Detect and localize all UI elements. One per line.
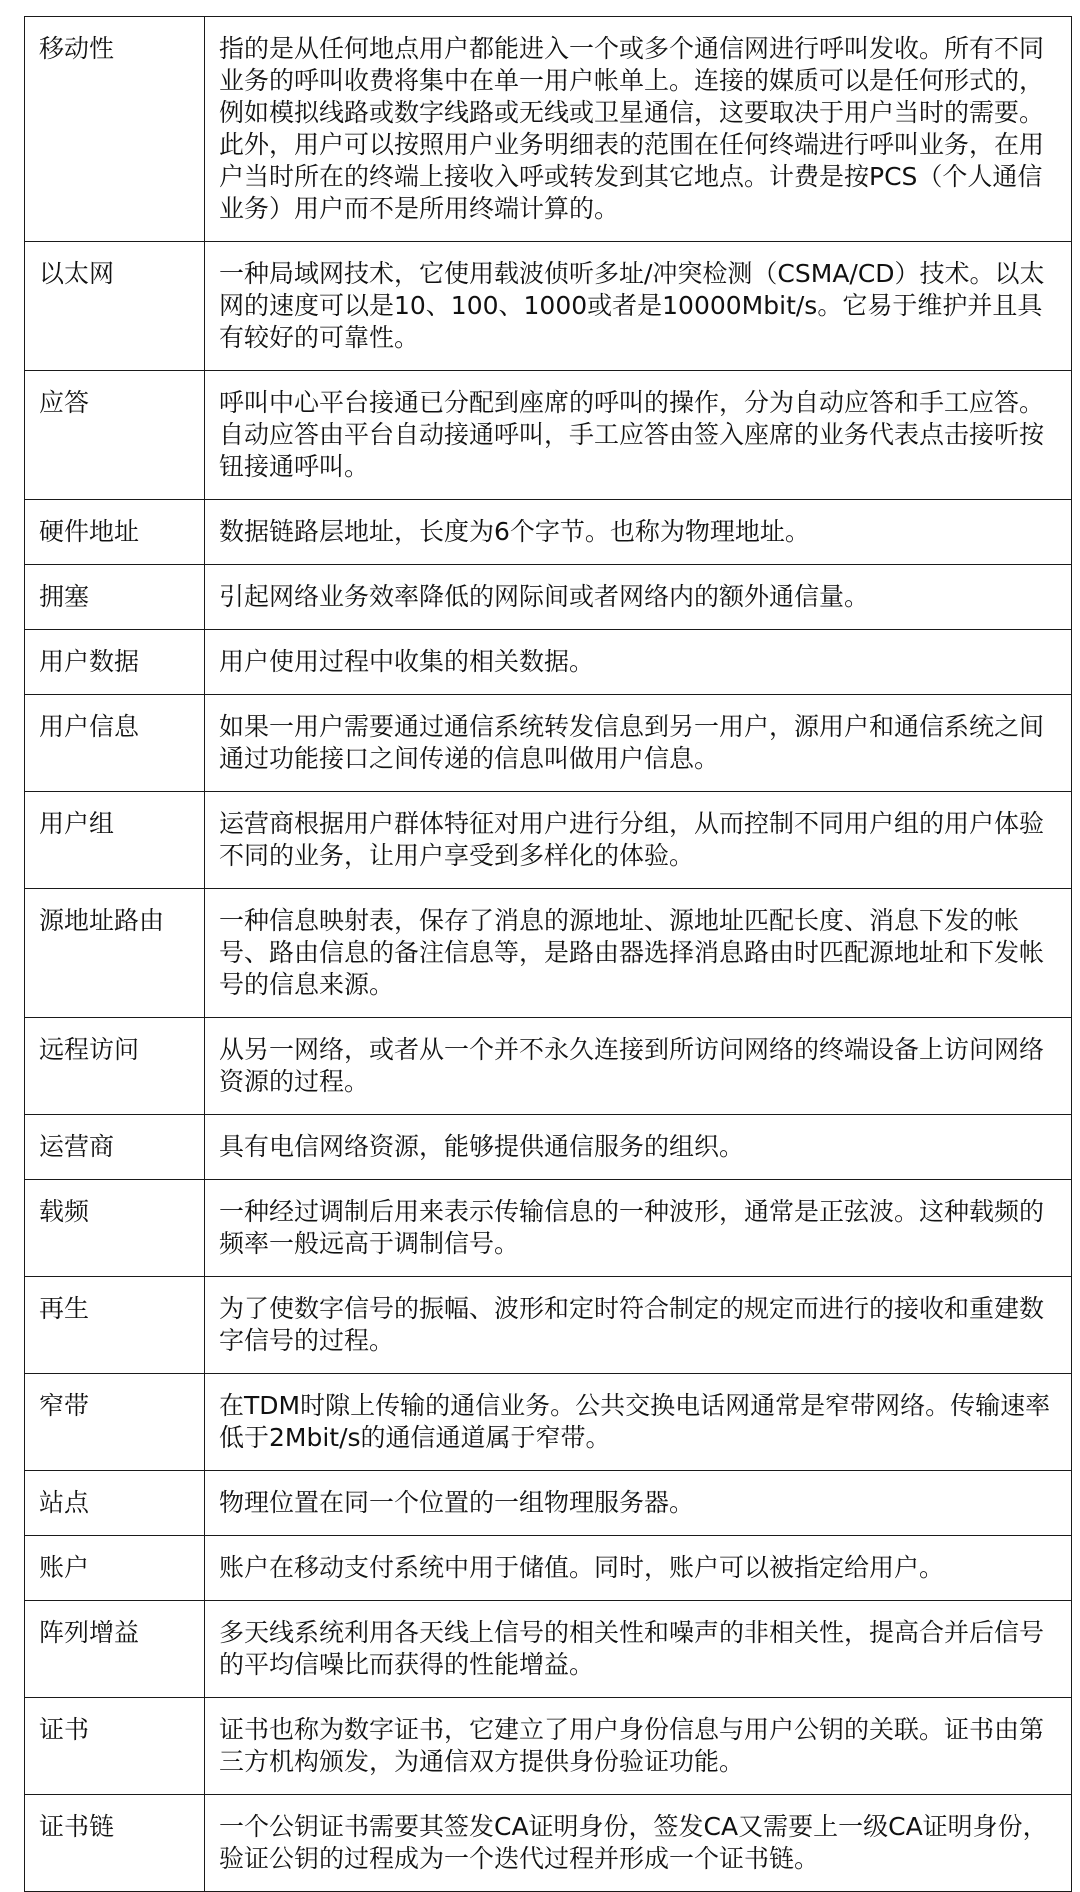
table-row <box>25 889 1072 1018</box>
definition-cell: 物理位置在同一个位置的一组物理服务器。 <box>205 1471 1072 1536</box>
glossary-table <box>24 16 1072 1892</box>
table-row <box>25 17 1072 242</box>
table-row <box>25 1471 1072 1536</box>
term-cell: 远程访问 <box>25 1018 205 1115</box>
term-cell: 账户 <box>25 1536 205 1601</box>
term-cell: 用户信息 <box>25 695 205 792</box>
definition-cell: 证书也称为数字证书，它建立了用户身份信息与用户公钥的关联。证书由第三方机构颁发，为通信双方提供身份验证功能。 <box>205 1698 1072 1795</box>
term-cell: 用户组 <box>25 792 205 889</box>
table-row <box>25 1601 1072 1698</box>
term-cell: 运营商 <box>25 1115 205 1180</box>
definition-cell: 具有电信网络资源，能够提供通信服务的组织。 <box>205 1115 1072 1180</box>
term-cell: 再生 <box>25 1277 205 1374</box>
table-row <box>25 1115 1072 1180</box>
term-cell: 证书链 <box>25 1795 205 1892</box>
definition-cell: 多天线系统利用各天线上信号的相关性和噪声的非相关性，提高合并后信号的平均信噪比而获得的性能增益。 <box>205 1601 1072 1698</box>
definition-cell: 在TDM时隙上传输的通信业务。公共交换电话网通常是窄带网络。传输速率低于2Mbit/s的通信通道属于窄带。 <box>205 1374 1072 1471</box>
table-row <box>25 242 1072 371</box>
term-cell: 证书 <box>25 1698 205 1795</box>
term-cell: 以太网 <box>25 242 205 371</box>
definition-cell: 呼叫中心平台接通已分配到座席的呼叫的操作，分为自动应答和手工应答。自动应答由平台自动接通呼叫，手工应答由签入座席的业务代表点击接听按钮接通呼叫。 <box>205 371 1072 500</box>
definition-cell: 引起网络业务效率降低的网际间或者网络内的额外通信量。 <box>205 565 1072 630</box>
term-cell: 用户数据 <box>25 630 205 695</box>
table-row <box>25 1795 1072 1892</box>
table-row <box>25 630 1072 695</box>
term-cell: 硬件地址 <box>25 500 205 565</box>
definition-cell: 一个公钥证书需要其签发CA证明身份，签发CA又需要上一级CA证明身份，验证公钥的过程成为一个迭代过程并形成一个证书链。 <box>205 1795 1072 1892</box>
definition-cell: 一种信息映射表，保存了消息的源地址、源地址匹配长度、消息下发的帐号、路由信息的备注信息等，是路由器选择消息路由时匹配源地址和下发帐号的信息来源。 <box>205 889 1072 1018</box>
definition-cell: 如果一用户需要通过通信系统转发信息到另一用户，源用户和通信系统之间通过功能接口之间传递的信息叫做用户信息。 <box>205 695 1072 792</box>
definition-cell: 运营商根据用户群体特征对用户进行分组，从而控制不同用户组的用户体验不同的业务，让用户享受到多样化的体验。 <box>205 792 1072 889</box>
term-cell: 载频 <box>25 1180 205 1277</box>
definition-cell: 账户在移动支付系统中用于储值。同时，账户可以被指定给用户。 <box>205 1536 1072 1601</box>
term-cell: 站点 <box>25 1471 205 1536</box>
table-row <box>25 1277 1072 1374</box>
table-row <box>25 695 1072 792</box>
definition-cell: 一种局域网技术，它使用载波侦听多址/冲突检测（CSMA/CD）技术。以太网的速度可以是10、100、1000或者是10000Mbit/s。它易于维护并且具有较好的可靠性。 <box>205 242 1072 371</box>
table-row <box>25 1374 1072 1471</box>
definition-cell: 用户使用过程中收集的相关数据。 <box>205 630 1072 695</box>
table-row <box>25 500 1072 565</box>
definition-cell: 指的是从任何地点用户都能进入一个或多个通信网进行呼叫发收。所有不同业务的呼叫收费将集中在单一用户帐单上。连接的媒质可以是任何形式的，例如模拟线路或数字线路或无线或卫星通信，这要取决于用户当时的需要。此外，用户可以按照用户业务明细表的范围在任何终端进行呼叫业务，在用户当时所在的终端上接收入呼或转发到其它地点。计费是按PCS（个人通信业务）用户而不是所用终端计算的。 <box>205 17 1072 242</box>
term-cell: 窄带 <box>25 1374 205 1471</box>
term-cell: 应答 <box>25 371 205 500</box>
table-row <box>25 371 1072 500</box>
definition-cell: 数据链路层地址，长度为6个字节。也称为物理地址。 <box>205 500 1072 565</box>
table-row <box>25 1018 1072 1115</box>
table-row <box>25 1180 1072 1277</box>
definition-cell: 为了使数字信号的振幅、波形和定时符合制定的规定而进行的接收和重建数字信号的过程。 <box>205 1277 1072 1374</box>
definition-cell: 一种经过调制后用来表示传输信息的一种波形，通常是正弦波。这种载频的频率一般远高于调制信号。 <box>205 1180 1072 1277</box>
term-cell: 源地址路由 <box>25 889 205 1018</box>
term-cell: 阵列增益 <box>25 1601 205 1698</box>
table-row <box>25 792 1072 889</box>
term-cell: 拥塞 <box>25 565 205 630</box>
definition-cell: 从另一网络，或者从一个并不永久连接到所访问网络的终端设备上访问网络资源的过程。 <box>205 1018 1072 1115</box>
table-row <box>25 565 1072 630</box>
table-row <box>25 1698 1072 1795</box>
term-cell: 移动性 <box>25 17 205 242</box>
table-row <box>25 1536 1072 1601</box>
